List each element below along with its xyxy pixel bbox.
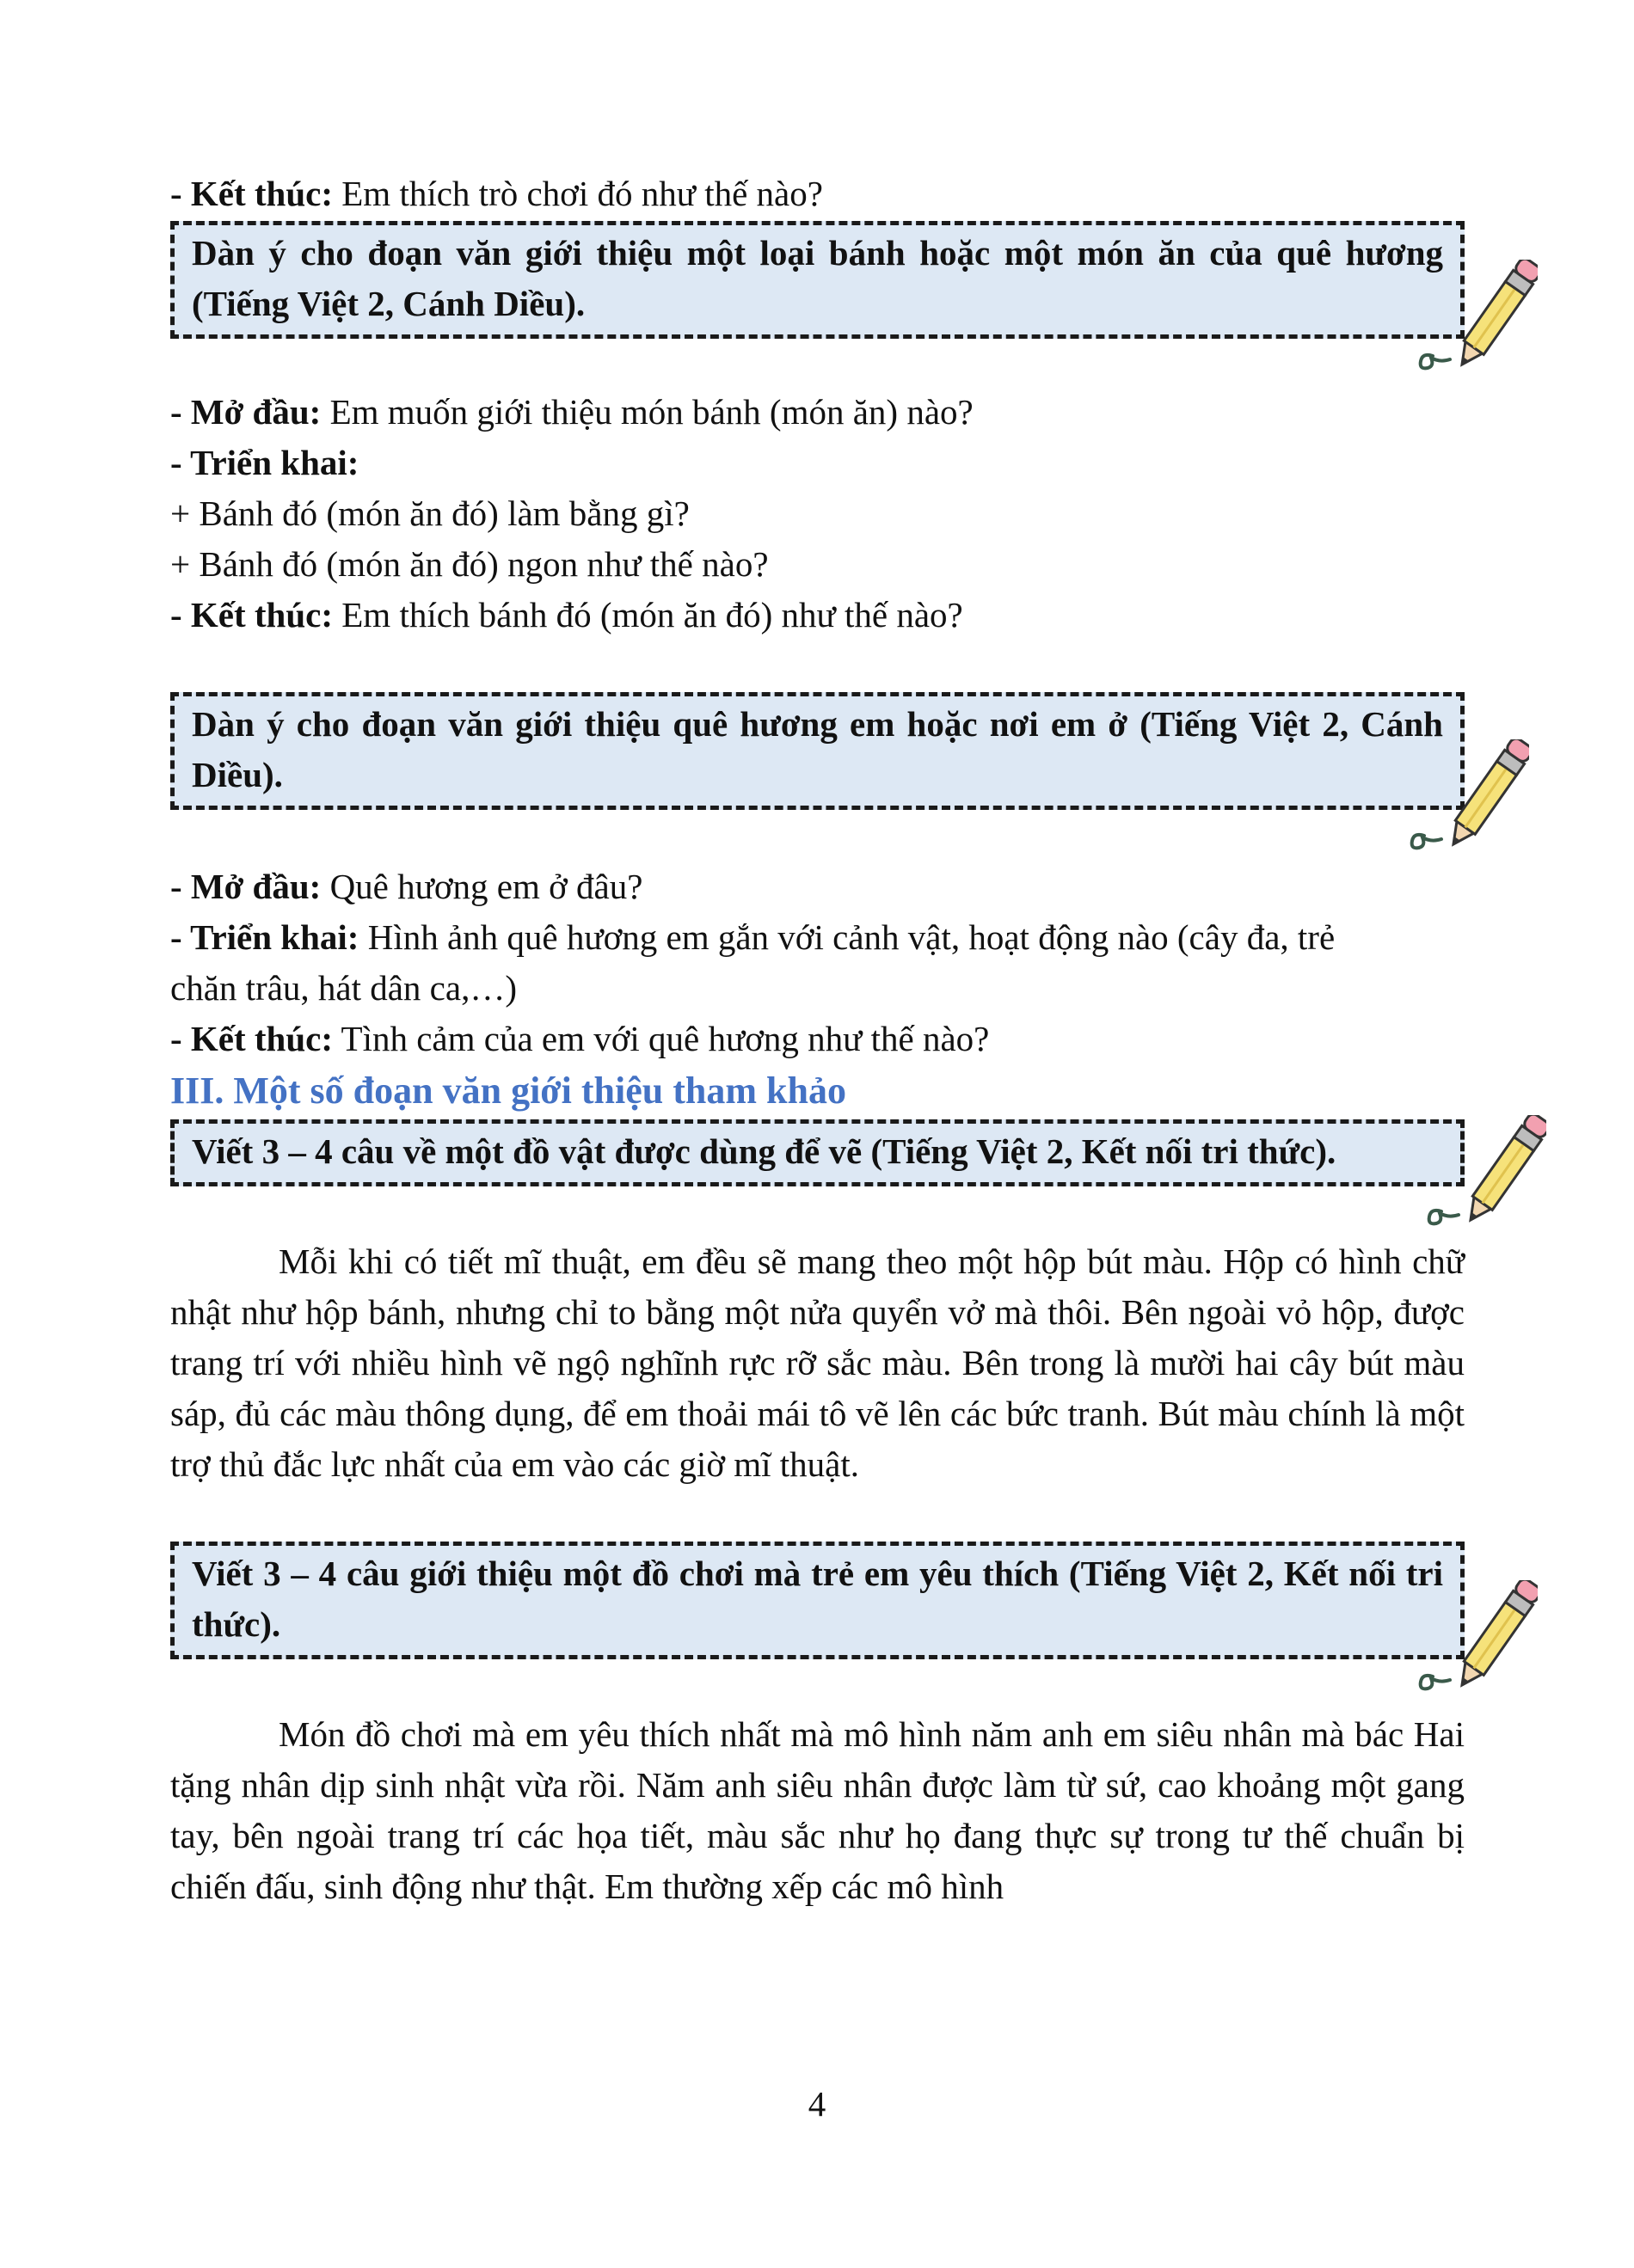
document-page [170, 169, 1465, 1912]
outline-line: + Bánh đó (món ăn đó) làm bằng gì? [170, 493, 690, 533]
page-number: 4 [808, 2084, 826, 2124]
outline-line: - Kết thúc: Tình cảm của em với quê hương như thế nào? [170, 1019, 990, 1058]
pencil-icon [1409, 1580, 1538, 1701]
pencil-icon [1409, 260, 1538, 380]
section-box-cake-outline [170, 221, 1465, 339]
outline-line: - Kết thúc: Em thích trò chơi đó như thế nào? [170, 174, 823, 213]
outline-line: - Kết thúc: Em thích bánh đó (món ăn đó) như thế nào? [170, 595, 963, 634]
box-title: Dàn ý cho đoạn văn giới thiệu một loại bánh hoặc một món ăn của quê hương (Tiếng Việt 2, Cánh Diều). [192, 233, 1443, 323]
pencil-icon [1400, 739, 1529, 860]
section-box-drawing-tool [170, 1119, 1465, 1186]
outline-line: - Mở đầu: Em muốn giới thiệu món bánh (món ăn) nào? [170, 392, 974, 432]
section-heading: III. Một số đoạn văn giới thiệu tham khảo [170, 1070, 846, 1112]
outline-line: + Bánh đó (món ăn đó) ngon như thế nào? [170, 544, 769, 584]
outline-line: chăn trâu, hát dân ca,…) [170, 968, 517, 1008]
box-title: Viết 3 – 4 câu giới thiệu một đồ chơi mà trẻ em yêu thích (Tiếng Việt 2, Kết nối tri thức). [192, 1554, 1443, 1644]
outline-line: - Triển khai: [170, 443, 359, 482]
section-box-favorite-toy [170, 1542, 1465, 1659]
outline-line: - Triển khai: Hình ảnh quê hương em gắn với cảnh vật, hoạt động nào (cây đa, trẻ [170, 917, 1336, 957]
box-title: Dàn ý cho đoạn văn giới thiệu quê hương em hoặc nơi em ở (Tiếng Việt 2, Cánh Diều). [192, 704, 1443, 794]
sample-paragraph: Mỗi khi có tiết mĩ thuật, em đều sẽ mang theo một hộp bút màu. Hộp có hình chữ nhật như hộp bánh, nhưng chỉ to bằng một nửa quyển vở mà thôi. Bên ngoài vỏ hộp, được trang trí với nhiều hình vẽ ngộ nghĩnh rực rỡ sắc màu. Bên trong là mười hai cây bút màu sáp, đủ các màu thông dụng, để em thoải mái tô vẽ lên các bức tranh. Bút màu chính là một trợ thủ đắc lực nhất của em vào các giờ mĩ thuật. [170, 1241, 1465, 1484]
box-title: Viết 3 – 4 câu về một đồ vật được dùng để vẽ (Tiếng Việt 2, Kết nối tri thức). [192, 1131, 1336, 1171]
outline-line: - Mở đầu: Quê hương em ở đâu? [170, 867, 643, 906]
sample-paragraph: Món đồ chơi mà em yêu thích nhất mà mô hình năm anh em siêu nhân mà bác Hai tặng nhân dịp sinh nhật vừa rồi. Năm anh siêu nhân được làm từ sứ, cao khoảng một gang tay, bên ngoài trang trí các họa tiết, màu sắc như họ đang thực sự trong tư thế chuẩn bị chiến đấu, sinh động như thật. Em thường xếp các mô hình [170, 1714, 1465, 1906]
section-box-hometown-outline [170, 692, 1465, 810]
pencil-icon [1417, 1115, 1546, 1235]
